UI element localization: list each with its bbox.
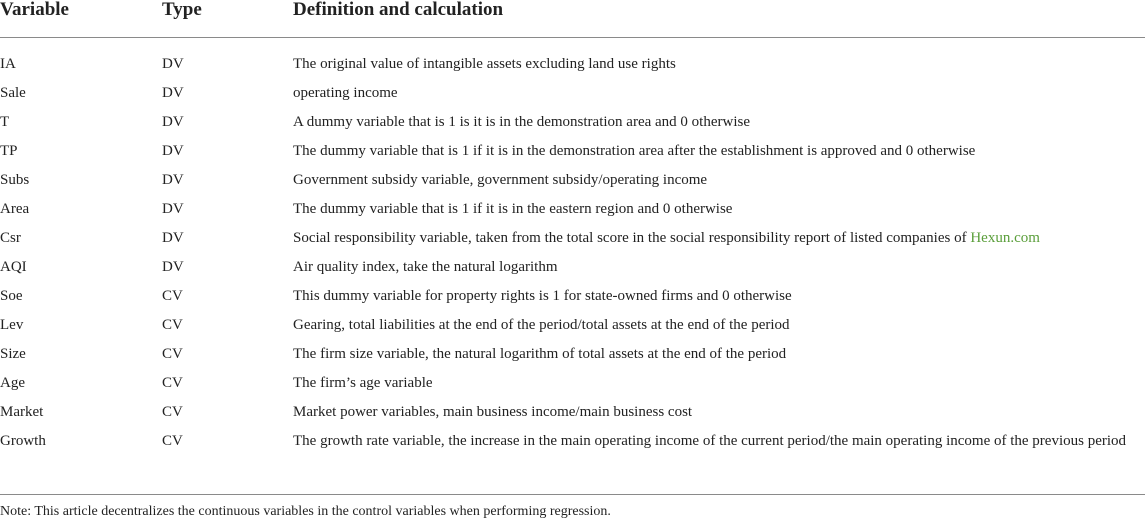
cell-definition bbox=[293, 228, 1145, 248]
cell-type: DV bbox=[162, 114, 184, 130]
cell-definition bbox=[293, 112, 1145, 132]
cell-variable: Csr bbox=[0, 230, 21, 246]
definition-text: Air quality index, take the natural logarithm bbox=[293, 259, 558, 275]
definition-text: Social responsibility variable, taken from the total score in the social responsibility report of listed companies of bbox=[293, 230, 971, 246]
definition-text: The original value of intangible assets excluding land use rights bbox=[293, 56, 676, 72]
table-header bbox=[0, 0, 1145, 38]
cell-definition bbox=[293, 315, 1145, 335]
table-row bbox=[0, 431, 1145, 473]
cell-definition bbox=[293, 83, 1145, 103]
table-row bbox=[0, 141, 1145, 170]
table-row bbox=[0, 170, 1145, 199]
cell-type: DV bbox=[162, 201, 184, 217]
cell-definition bbox=[293, 141, 1145, 161]
cell-definition bbox=[293, 344, 1145, 364]
cell-type: DV bbox=[162, 85, 184, 101]
table-row bbox=[0, 228, 1145, 257]
cell-type: DV bbox=[162, 143, 184, 159]
definition-text: Market power variables, main business income/main business cost bbox=[293, 404, 693, 420]
cell-type: CV bbox=[162, 346, 183, 362]
table-row bbox=[0, 315, 1145, 344]
cell-type: CV bbox=[162, 404, 183, 420]
cell-definition bbox=[293, 402, 1145, 422]
table-row bbox=[0, 286, 1145, 315]
cell-variable: Growth bbox=[0, 433, 46, 449]
cell-type: DV bbox=[162, 230, 184, 246]
definition-text: The dummy variable that is 1 if it is in the eastern region and 0 otherwise bbox=[293, 201, 733, 217]
header-type: Type bbox=[162, 0, 202, 20]
table-row bbox=[0, 54, 1145, 83]
cell-type: DV bbox=[162, 56, 184, 72]
cell-variable: Soe bbox=[0, 288, 23, 304]
definition-text: The firm size variable, the natural logarithm of total assets at the end of the period bbox=[293, 346, 787, 362]
hexun-link[interactable]: Hexun.com bbox=[970, 230, 1040, 246]
cell-variable: AQI bbox=[0, 259, 27, 275]
cell-variable: Subs bbox=[0, 172, 30, 188]
definition-text: This dummy variable for property rights is 1 for state-owned firms and 0 otherwise bbox=[293, 288, 792, 304]
cell-variable: Area bbox=[0, 201, 30, 217]
cell-variable: Size bbox=[0, 346, 26, 362]
table-body bbox=[0, 38, 1145, 473]
cell-variable: Lev bbox=[0, 317, 24, 333]
cell-variable: T bbox=[0, 114, 10, 130]
cell-variable: Age bbox=[0, 375, 25, 391]
cell-type: DV bbox=[162, 259, 184, 275]
table-row bbox=[0, 112, 1145, 141]
header-definition: Definition and calculation bbox=[293, 0, 504, 20]
cell-type: CV bbox=[162, 288, 183, 304]
table-row bbox=[0, 344, 1145, 373]
cell-definition bbox=[293, 170, 1145, 190]
cell-variable: Sale bbox=[0, 85, 26, 101]
table-row bbox=[0, 402, 1145, 431]
definition-text: Gearing, total liabilities at the end of the period/total assets at the end of the period bbox=[293, 317, 790, 333]
definition-text: The growth rate variable, the increase in the main operating income of the current period/the main operating income of the previous period bbox=[293, 433, 1127, 449]
cell-variable: Market bbox=[0, 404, 44, 420]
table-note: Note: This article decentralizes the continuous variables in the control variables when performing regression. bbox=[0, 504, 611, 519]
definition-text: The dummy variable that is 1 if it is in the demonstration area after the establishment is approved and 0 otherwise bbox=[293, 143, 976, 159]
cell-type: CV bbox=[162, 433, 183, 449]
table-row bbox=[0, 257, 1145, 286]
header-variable: Variable bbox=[0, 0, 69, 20]
cell-type: DV bbox=[162, 172, 184, 188]
cell-definition bbox=[293, 373, 1145, 393]
table-row bbox=[0, 83, 1145, 112]
cell-definition bbox=[293, 54, 1145, 74]
definition-text: A dummy variable that is 1 is it is in the demonstration area and 0 otherwise bbox=[293, 114, 750, 130]
cell-variable: TP bbox=[0, 143, 18, 159]
definition-text: Government subsidy variable, government subsidy/operating income bbox=[293, 172, 708, 188]
cell-definition bbox=[293, 286, 1145, 306]
cell-definition bbox=[293, 257, 1145, 277]
cell-definition bbox=[293, 199, 1145, 219]
cell-definition bbox=[293, 431, 1145, 451]
table-row bbox=[0, 373, 1145, 402]
cell-type: CV bbox=[162, 317, 183, 333]
cell-variable: IA bbox=[0, 56, 16, 72]
cell-type: CV bbox=[162, 375, 183, 391]
table-bottom-rule bbox=[0, 494, 1145, 495]
table-row bbox=[0, 199, 1145, 228]
definition-text: The firm’s age variable bbox=[293, 375, 433, 391]
definition-text: operating income bbox=[293, 85, 398, 101]
